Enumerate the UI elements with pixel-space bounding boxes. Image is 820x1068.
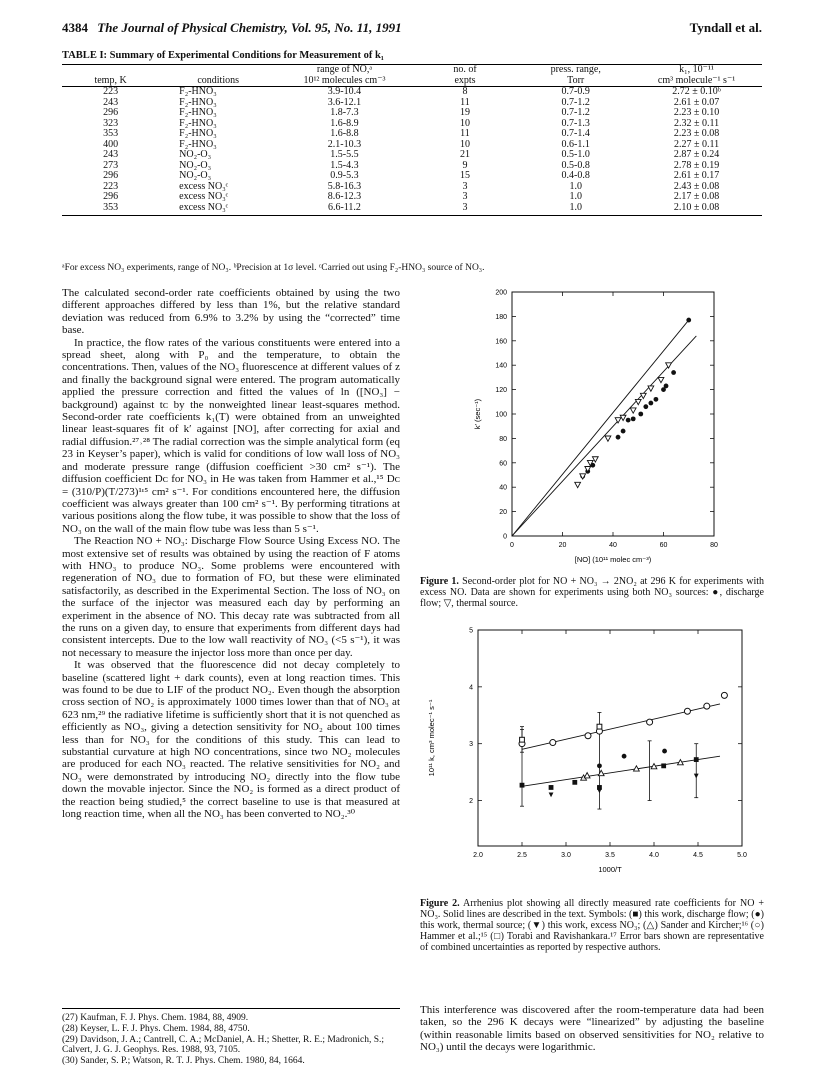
table-row xyxy=(62,108,762,119)
table-cell: 21 xyxy=(460,149,470,160)
data-point xyxy=(648,386,654,391)
figure-2-plot xyxy=(420,624,764,894)
data-point xyxy=(585,733,591,739)
table-cell: 2.32 ± 0.11 xyxy=(674,117,720,129)
table-cell: 10 xyxy=(460,138,470,150)
table-cell: 19 xyxy=(460,107,470,118)
figure-2-caption xyxy=(420,898,764,953)
y-axis-label: 10¹¹ k, cm³ molec⁻¹ s⁻¹ xyxy=(427,699,436,777)
table-cell: 0.5-0.8 xyxy=(561,159,590,171)
data-point xyxy=(647,719,653,725)
table-cell: 2.23 ± 0.10 xyxy=(673,107,720,118)
table-cell: 15 xyxy=(460,170,470,181)
table-cell: 0.7-0.9 xyxy=(561,86,590,97)
table-cell: 400 xyxy=(103,138,119,150)
x-axis-label: 1000/T xyxy=(598,865,622,874)
table-cell: 296 xyxy=(103,170,119,181)
x-axis-label: [NO] (10¹¹ molec cm⁻³) xyxy=(574,555,652,564)
th-range-top: range of NO,ᵃ xyxy=(316,64,373,75)
x-tick-label: 3.5 xyxy=(605,852,615,859)
th-conditions: conditions xyxy=(159,76,279,87)
data-point xyxy=(626,418,631,423)
table-cell: 11 xyxy=(460,96,470,108)
figure-1-caption-text: Second-order plot for NO + NO₃ → 2NO₂ at 296 K for experiments with excess NO. Data are shown for experiments using both NO₃ sources: ●, discharge flow; ▽, thermal source. xyxy=(420,576,765,609)
data-point xyxy=(694,774,699,779)
data-point xyxy=(549,785,554,790)
table-cell: 8 xyxy=(462,86,468,97)
right-column-text: This interference was discovered after the room-temperature data had been taken, so the 296 K decays were “linearized” by adjusting the baseline (within reasonable limits based on observed sensitivities for NO₂ relative to NO₃) until the decays were logarithmic. xyxy=(420,1004,764,1054)
table-row xyxy=(62,203,762,216)
th-k-bot: cm³ molecule⁻¹ s⁻¹ xyxy=(631,76,762,87)
table-cell: 223 xyxy=(103,180,119,192)
table-row xyxy=(62,140,762,151)
table-row xyxy=(62,119,762,130)
left-column xyxy=(62,287,400,820)
table-cell: 9 xyxy=(462,159,468,171)
data-point xyxy=(575,482,581,487)
th-k-top: k₁, 10⁻¹¹ xyxy=(679,64,714,75)
y-tick-label: 0 xyxy=(503,533,507,541)
y-tick-label: 40 xyxy=(499,484,507,492)
paragraph: The Reaction NO + NO₃: Discharge Flow Source Using Excess NO. The most extensive set of results was obtained by using the reaction of F atoms with HNO₃ to produce NO₃. Some problems were encountered with regeneration of NO₃ due to formation of FO, but these were eliminated satisfactorily, as described in the Experimental Section. The loss of NO₃ on the surface of the injector was measured each day by performing an experiment in the absence of NO. This decay rate was subtracted from all the runs on a given day, to ensure that experiments from different days had consistent intercepts. Due to the low wall reactivity of NO₃ (<5 s⁻¹), it was not necessary to measure the injector loss more than once per day. xyxy=(62,535,400,659)
table-body xyxy=(62,87,762,216)
table-cell: 2.78 ± 0.19 xyxy=(673,159,720,171)
x-tick-label: 40 xyxy=(609,542,617,549)
table-cell: 5.8-16.3 xyxy=(327,180,362,192)
references xyxy=(62,1008,400,1067)
paragraph: It was observed that the fluorescence did not decay completely to baseline (scattered light + dark counts), even at long reaction times. This was found to be due to LIF of the product NO₂. Even though the absorption cross section of NO₂ is approximately 1000 times lower than that of NO₃ at 623 nm,²⁹ the radiative lifetime is sufficiently short that it is not quenched as efficiently as NO₃, giving a detection sensitivity for NO₂ about 100 times less than for NO₃ for the conditions of this study. This can lead to substantial curvature at high NO concentrations, since two NO₂ molecules are produced for each NO₃ reacted. The relative sensitivities for NO₂ and NO₃ were demonstrated by introducing NO₂ directly into the flow tube down the movable injector. Since the NO₂ is formed as a direct product of the reaction being studied,⁵ the correct baseline to use is that measured at long reaction time, when all the NO₃ has been converted to NO₂.³⁰ xyxy=(62,659,400,821)
figure-1-caption xyxy=(420,576,764,609)
table-cell: 323 xyxy=(103,117,119,129)
data-point xyxy=(686,318,691,323)
data-point xyxy=(643,404,648,409)
x-tick-label: 80 xyxy=(710,542,718,549)
data-point xyxy=(666,363,672,368)
data-point xyxy=(622,754,627,759)
x-tick-label: 2.5 xyxy=(517,852,527,859)
x-tick-label: 2.0 xyxy=(473,852,483,859)
table-cell: 2.1-10.3 xyxy=(327,138,362,150)
y-tick-label: 200 xyxy=(495,289,507,297)
table-cell: 10 xyxy=(460,117,470,129)
data-point xyxy=(704,703,710,709)
data-point xyxy=(671,370,676,375)
y-tick-label: 2 xyxy=(469,798,473,806)
y-tick-label: 5 xyxy=(469,627,473,635)
data-point xyxy=(597,788,602,793)
data-point xyxy=(664,384,669,389)
data-point xyxy=(549,792,554,797)
th-press-bot: Torr xyxy=(520,76,631,87)
table-cell: 8.6-12.3 xyxy=(327,191,362,202)
table-cell: 1.5-4.3 xyxy=(330,159,359,171)
table-cell: 0.7-1.4 xyxy=(561,128,590,139)
data-point xyxy=(721,692,727,698)
th-expts-top: no. of xyxy=(453,64,477,75)
data-point xyxy=(592,457,598,462)
table-cell: 296 xyxy=(103,107,119,118)
table-cell: 2.43 ± 0.08 xyxy=(673,180,720,192)
data-point xyxy=(520,737,525,742)
table-row xyxy=(62,150,762,161)
table-cell: 1.8-7.3 xyxy=(330,107,359,118)
table-cell: 0.9-5.3 xyxy=(330,170,359,181)
data-point xyxy=(520,783,525,788)
table-cell: 0.4-0.8 xyxy=(561,170,590,181)
table-row xyxy=(62,161,762,172)
table-cell: 2.10 ± 0.08 xyxy=(631,203,762,216)
x-tick-label: 60 xyxy=(659,542,668,549)
y-tick-label: 60 xyxy=(499,460,507,468)
table-cell: 2.61 ± 0.07 xyxy=(673,96,720,108)
table-row xyxy=(62,87,762,98)
th-temp: temp, K xyxy=(62,76,159,87)
table-cell: 273 xyxy=(103,159,119,171)
figure-1-plot xyxy=(420,288,764,570)
x-tick-label: 5.0 xyxy=(737,852,747,859)
table-cell: 2.27 ± 0.11 xyxy=(674,138,720,150)
x-tick-label: 4.0 xyxy=(649,852,659,859)
y-tick-label: 160 xyxy=(495,338,507,346)
table-cell: 1.0 xyxy=(569,191,582,202)
th-range-bot: 10¹² molecules cm⁻³ xyxy=(279,76,410,87)
table-row xyxy=(62,192,762,203)
journal-title: The Journal of Physical Chemistry, Vol. 95, No. 11, 1991 xyxy=(97,20,402,35)
figure-1-label: Figure 1. xyxy=(420,576,459,587)
data-point xyxy=(630,408,636,413)
table-cell: 6.6-11.2 xyxy=(279,203,410,216)
data-point xyxy=(654,397,659,402)
table-cell: 2.23 ± 0.08 xyxy=(673,128,720,139)
reference: (28) Keyser, L. F. J. Phys. Chem. 1984, 88, 4750. xyxy=(62,1023,250,1034)
table-cell: 0.5-1.0 xyxy=(561,149,590,160)
table-row xyxy=(62,182,762,193)
x-tick-label: 3.0 xyxy=(561,852,571,859)
data-point xyxy=(584,773,590,778)
data-point xyxy=(597,763,602,768)
figure-2-caption-text: Arrhenius plot showing all directly measured rate coefficients for NO + NO₃. Solid lines are described in the text. Symbols: (■) this work, discharge flow; (●) this work, thermal source; (▼) this work, excess NO₃; (△) Sander and Kircher;¹⁶ (○) Hammer et al.;¹⁵ (□) Torabi and Ravishankara.¹⁷ Error bars shown are representative of combined uncertainties as reported by respective authors. xyxy=(420,898,765,953)
y-tick-label: 3 xyxy=(469,741,473,749)
table-cell: 0.7-1.2 xyxy=(561,96,590,108)
table-row xyxy=(62,171,762,182)
table-cell: 2.17 ± 0.08 xyxy=(673,191,720,202)
data-point xyxy=(694,757,699,762)
table-cell: NO₂-O₃ xyxy=(179,149,212,160)
running-authors: Tyndall et al. xyxy=(689,20,762,35)
table-caption: TABLE I: Summary of Experimental Conditions for Measurement of k₁ xyxy=(62,50,384,61)
data-point xyxy=(638,412,643,417)
table-cell: 3.6-12.1 xyxy=(327,96,362,108)
y-tick-label: 140 xyxy=(495,362,507,370)
paragraph: In practice, the flow rates of the various constituents were entered into a spread sheet, along with P₀ and the temperature, to obtain the concentrations. Then, values of the NO₃ fluorescence at different values of z and finally the background signal were entered. The program automatically applied the pressure correction and fitted the values of ln ([NO₃] − background) against tᴄ by the nonweighted linear least-squares method. Second-order rate coefficients k₁(T) were obtained from an unweighted linear least-squares fit of k′ against [NO], after correcting for axial and radial diffusion.²⁷˒²⁸ The radial correction was the simple analytical form (eq 23 in Keyser’s paper), which is valid for conditions of low wall loss of NO₃ and moderate pressure range (diffusion coefficient >30 cm² s⁻¹). The diffusion coefficient Dᴄ for NO₃ in He was taken from Hammer et al.,¹⁵ Dᴄ = (310/P)(T/273)¹ᵋ⁵ cm² s⁻¹. For conditions encountered here, the diffusion coefficient was always greater than 100 cm² s⁻¹. By performing titrations at various positions along the flow tube, it was possible to show that the loss of NO₃ on the wall of the main flow tube was less than 5 s⁻¹. xyxy=(62,336,400,535)
table-cell: 0.6-1.1 xyxy=(561,138,590,150)
table-cell: 1.6-8.8 xyxy=(330,128,359,139)
table-cell: 1.0 xyxy=(569,180,582,192)
table-cell: 2.87 ± 0.24 xyxy=(673,149,720,160)
data-point xyxy=(605,436,611,441)
table-cell: 11 xyxy=(460,128,470,139)
table-footnote: ᵃFor excess NO₃ experiments, range of NO₃. ᵇPrecision at 1σ level. ᶜCarried out using F₂-HNO₃ source of NO₃. xyxy=(62,263,485,273)
table-cell: 2.61 ± 0.17 xyxy=(673,170,720,181)
page-header xyxy=(62,20,762,38)
table-cell: excess NO₃ᶜ xyxy=(159,203,279,216)
data-point xyxy=(572,780,577,785)
table-cell: 243 xyxy=(103,149,119,160)
table-row xyxy=(62,129,762,140)
data-point xyxy=(631,416,636,421)
reference: (29) Davidson, J. A.; Cantrell, C. A.; McDaniel, A. H.; Shetter, R. E.; Madronich, S.; Calvert, J. G. J. Geophys. Res. 1988, 93, 7105. xyxy=(62,1034,385,1056)
table-cell: F₂-HNO₃ xyxy=(179,128,217,139)
y-tick-label: 20 xyxy=(499,509,507,517)
x-tick-label: 4.5 xyxy=(693,852,703,859)
table-cell: NO₂-O₃ xyxy=(179,170,212,181)
reference: (30) Sander, S. P.; Watson, R. T. J. Phys. Chem. 1980, 84, 1664. xyxy=(62,1056,305,1067)
data-point xyxy=(662,749,667,754)
data-point xyxy=(648,401,653,406)
data-point xyxy=(635,399,641,404)
data-point xyxy=(616,435,621,440)
y-tick-label: 120 xyxy=(495,387,507,395)
table-cell: 2.72 ± 0.10ᵇ xyxy=(672,86,721,97)
plot-frame xyxy=(478,630,742,846)
y-axis-label: k′ (sec⁻¹) xyxy=(473,398,482,430)
th-press-top: press. range, xyxy=(550,64,601,75)
table-cell: 296 xyxy=(103,191,119,202)
table-cell: 353 xyxy=(103,128,119,139)
fit-line xyxy=(512,320,689,536)
table-cell: 3 xyxy=(410,203,521,216)
figure-2-label: Figure 2. xyxy=(420,898,460,909)
y-tick-label: 4 xyxy=(469,684,473,692)
data-point xyxy=(661,763,666,768)
data-point xyxy=(597,724,602,729)
x-tick-label: 20 xyxy=(558,542,567,549)
data-point xyxy=(550,740,556,746)
paragraph: The calculated second-order rate coefficients obtained by using the two different approaches differed by less than 1%, but the relative standard deviation was reduced from 6.9% to 3.2% by using the “corrected” time base. xyxy=(62,287,400,337)
table-cell: 3 xyxy=(462,191,468,202)
table-cell: NO₂-O₃ xyxy=(179,159,212,171)
table-cell: 353 xyxy=(62,203,159,216)
table-cell: 3 xyxy=(462,180,468,192)
y-tick-label: 80 xyxy=(499,435,507,443)
table-cell: 0.7-1.2 xyxy=(561,107,590,118)
data-point xyxy=(684,708,690,714)
table-cell: F₂-HNO₃ xyxy=(179,86,217,97)
table-cell: 223 xyxy=(103,86,119,97)
fit-line xyxy=(522,756,720,786)
page-number: 4384 xyxy=(62,20,88,35)
table-cell: 1.0 xyxy=(520,203,631,216)
table-cell: 1.5-5.5 xyxy=(330,149,359,160)
reference: (27) Kaufman, F. J. Phys. Chem. 1984, 88, 4909. xyxy=(62,1013,249,1023)
table-cell: 3.9-10.4 xyxy=(327,86,362,97)
conditions-table xyxy=(62,64,762,216)
data-point xyxy=(615,418,621,423)
table-cell: excess NO₃ᶜ xyxy=(179,180,229,192)
table-cell: excess NO₃ᶜ xyxy=(179,191,229,202)
table-row xyxy=(62,98,762,109)
data-point xyxy=(658,377,664,382)
table-cell: 0.7-1.3 xyxy=(561,117,590,129)
table-cell: F₂-HNO₃ xyxy=(179,138,217,150)
th-expts-bot: expts xyxy=(410,76,521,87)
table-cell: F₂-HNO₃ xyxy=(179,117,217,129)
table-cell: F₂-HNO₃ xyxy=(179,107,217,118)
x-tick-label: 0 xyxy=(510,542,514,549)
data-point xyxy=(621,429,626,434)
table-cell: F₂-HNO₃ xyxy=(179,96,217,108)
y-tick-label: 100 xyxy=(495,411,507,419)
y-tick-label: 180 xyxy=(495,313,507,321)
table-cell: 243 xyxy=(103,96,119,108)
table-cell: 1.6-8.9 xyxy=(330,117,359,129)
